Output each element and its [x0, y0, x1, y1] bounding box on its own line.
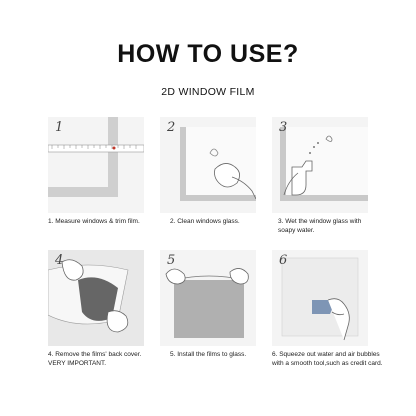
step-number: 5	[167, 253, 176, 268]
step-2-illustration	[160, 117, 256, 213]
step-3-illustration	[272, 117, 368, 213]
step-6-illustration	[272, 250, 368, 346]
step-1-caption: 1. Measure windows & trim film.	[48, 218, 140, 225]
step-3-caption: 3. Wet the window glass with soapy water.	[278, 218, 362, 234]
step-4-caption: 4. Remove the films' back cover. VERY IMPORTANT.	[48, 351, 142, 367]
step-1-illustration	[48, 117, 144, 213]
step-5-caption: 5. Install the films to glass.	[170, 351, 247, 358]
page-subtitle: 2D WINDOW FILM	[161, 86, 255, 98]
step-number: 3	[279, 120, 288, 135]
page-title: HOW TO USE?	[117, 40, 299, 68]
step-number: 1	[55, 120, 64, 135]
step-5-illustration	[160, 250, 256, 346]
step-number: 6	[279, 253, 288, 268]
step-2-caption: 2. Clean windows glass.	[170, 218, 240, 225]
step-4-illustration	[48, 250, 144, 346]
step-number: 2	[167, 120, 176, 135]
step-6-caption: 6. Squeeze out water and air bubbles with a smooth tool,such as credit card.	[272, 351, 383, 367]
step-number: 4	[55, 253, 64, 268]
